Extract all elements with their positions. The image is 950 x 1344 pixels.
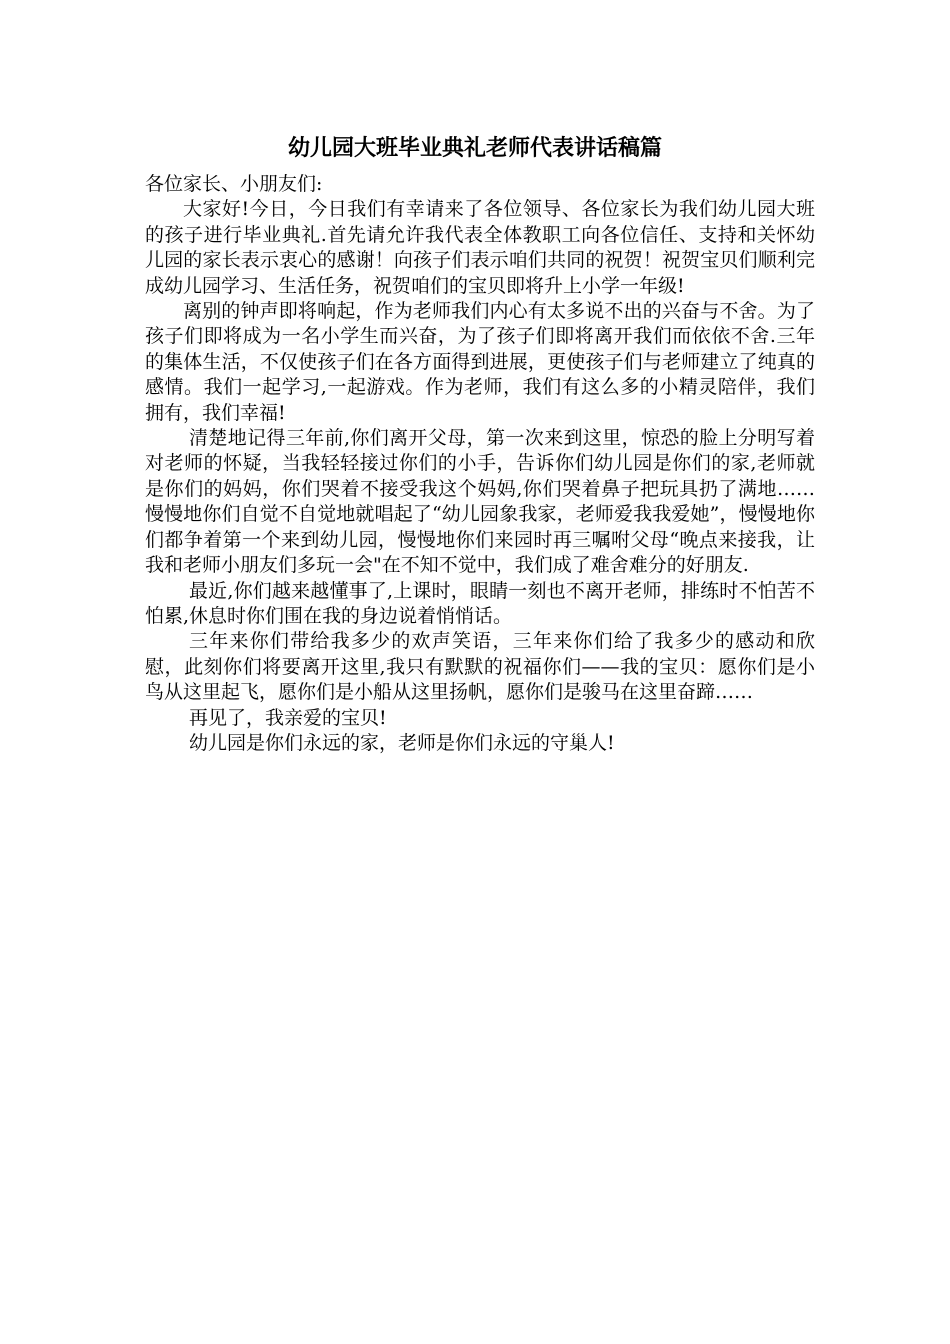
paragraph-blessing: 三年来你们带给我多少的欢声笑语，三年来你们给了我多少的感动和欣慰，此刻你们将要离开这里,我只有默默的祝福你们——我的宝贝：愿你们是小鸟从这里起飞，愿你们是小船从这里扬帆，愿你们是骏马在这里奋蹄……	[145, 630, 815, 704]
paragraph-memories: 清楚地记得三年前,你们离开父母，第一次来到这里，惊恐的脸上分明写着对老师的怀疑，当我轻轻接过你们的小手，告诉你们幼儿园是你们的家,老师就是你们的妈妈，你们哭着不接受我这个妈妈,你们哭着鼻子把玩具扔了满地……慢慢地你们自觉不自觉地就唱起了“幼儿园象我家，老师爱我我爱她”，慢慢地你们都争着第一个来到幼儿园，慢慢地你们来园时再三嘱咐父母“晚点来接我，让我和老师小朋友们多玩一会"在不知不觉中，我们成了难舍难分的好朋友.	[145, 427, 815, 577]
paragraph-farewell: 离别的钟声即将响起，作为老师我们内心有太多说不出的兴奋与不舍。为了孩子们即将成为一名小学生而兴奋，为了孩子们即将离开我们而依依不舍.三年的集体生活，不仅使孩子们在各方面得到进展，更使孩子们与老师建立了纯真的感情。我们一起学习,一起游戏。作为老师，我们有这么多的小精灵陪伴，我们拥有，我们幸福!	[145, 300, 815, 424]
document-title: 幼儿园大班毕业典礼老师代表讲话稿篇	[287, 136, 662, 161]
salutation: 各位家长、小朋友们:	[145, 173, 323, 195]
document-body	[145, 172, 815, 756]
paragraph-closing: 幼儿园是你们永远的家，老师是你们永远的守巢人!	[189, 731, 615, 754]
paragraph-goodbye: 再见了，我亲爱的宝贝!	[189, 706, 387, 729]
paragraph-recent: 最近,你们越来越懂事了,上课时，眼睛一刻也不离开老师，排练时不怕苦不怕累,休息时你们围在我的身边说着悄悄话。	[145, 579, 815, 627]
paragraph-opening: 大家好!今日，今日我们有幸请来了各位领导、各位家长为我们幼儿园大班的孩子进行毕业典礼.首先请允许我代表全体教职工向各位信任、支持和关怀幼儿园的家长表示衷心的感谢！向孩子们表示咱们共同的祝贺！祝贺宝贝们顺利完成幼儿园学习、生活任务，祝贺咱们的宝贝即将升上小学一年级!	[145, 198, 815, 297]
